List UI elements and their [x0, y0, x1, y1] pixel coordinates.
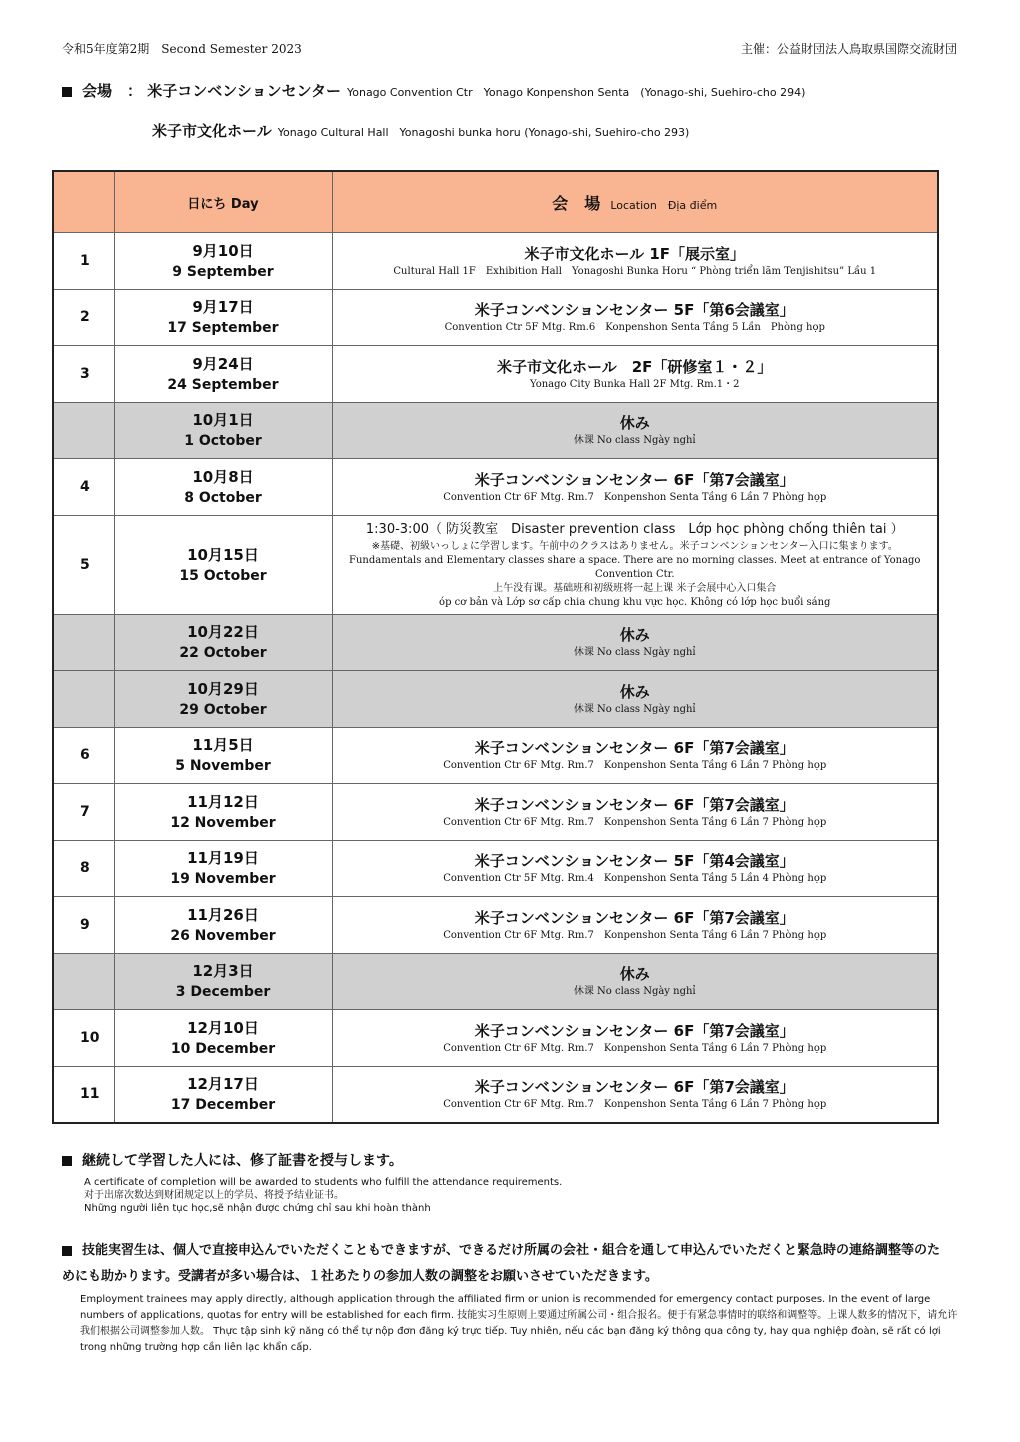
- row-number: 9: [53, 897, 114, 954]
- location-cell: [332, 289, 938, 346]
- venue-2-name: 米子市文化ホール: [152, 122, 272, 140]
- row-number: [53, 671, 114, 728]
- location-cell: [332, 1010, 938, 1067]
- row-number: 5: [53, 515, 114, 614]
- date-en: 26 November: [170, 927, 276, 944]
- venue-1-sub: Yonago Convention Ctr Yonago Konpenshon Senta (Yonago-shi, Suehiro-cho 294): [346, 86, 806, 99]
- row-number: 7: [53, 784, 114, 841]
- location-cell: [332, 346, 938, 403]
- row-number: 10: [53, 1010, 114, 1067]
- date-ja: 9月17日: [192, 298, 254, 317]
- location-ja: 米子コンベンションセンター 6F「第7会議室」: [474, 908, 795, 927]
- location-cell-special: [332, 515, 938, 614]
- location-sub: Convention Ctr 6F Mtg. Rm.7 Konpenshon Senta Tầng 6 Lần 7 Phòng họp: [443, 491, 827, 503]
- date-ja: 9月24日: [192, 354, 254, 373]
- date-cell: [114, 459, 332, 516]
- row-number: [53, 614, 114, 671]
- date-en: 22 October: [179, 645, 267, 662]
- table-row: [53, 784, 938, 841]
- location-ja: 米子コンベンションセンター 6F「第7会議室」: [474, 795, 795, 814]
- holiday-label: 休み: [619, 414, 650, 433]
- date-en: 19 November: [170, 871, 276, 888]
- trainee-body: Employment trainees may apply directly, although application through the affiliated firm or union is recommended for emergency contact purposes. In the event of large numbers of applications, quotas for entry will be established for each firm. 技能实习生原则上要通过所属公司・组合报名。便于有紧急事情时的联络和调整等。上课人数多的情况下，请允许我们根据公司调整参加人数。 Thực tập sinh kỹ năng có thể tự nộp đơn đăng ký trực tiếp. Tuy nhiên, nếu các bạn đăng ký thông qua công ty, hay qua nghiệp đoàn, sẽ rất có lợi trong những trường hợp cần liên lạc khẩn cấp.: [80, 1294, 958, 1353]
- location-ja: 米子コンベンションセンター 6F「第7会議室」: [474, 1078, 795, 1097]
- trainee-title-text: 技能実習生は、個人で直接申込んでいただくこともできますが、できるだけ所属の会社・組合を通して申込んでいただくと緊急時の連絡調整等のためにも助かります。受講者が多い場合は、１社あたりの参加人数の調整をお願いさせていただきます。: [62, 1243, 941, 1284]
- date-cell: [114, 1066, 332, 1123]
- table-row-holiday: [53, 953, 938, 1010]
- location-cell: [332, 459, 938, 516]
- header-num-cell: [53, 171, 114, 233]
- location-ja: 米子市文化ホール 1F「展示室」: [524, 244, 746, 263]
- date-cell: [114, 727, 332, 784]
- row-number: 3: [53, 346, 114, 403]
- location-cell: [332, 1066, 938, 1123]
- location-sub: Convention Ctr 6F Mtg. Rm.7 Konpenshon Senta Tầng 6 Lần 7 Phòng họp: [443, 816, 827, 828]
- location-ja: 米子コンベンションセンター 5F「第4会議室」: [474, 852, 795, 871]
- venue-label: 会場 ：: [82, 82, 143, 100]
- date-en: 5 November: [175, 758, 271, 775]
- date-cell: [114, 233, 332, 290]
- location-cell: [332, 402, 938, 459]
- certificate-note: [62, 1150, 562, 1215]
- table-row-holiday: [53, 402, 938, 459]
- special-line-5: óp cơ bản và Lớp sơ cấp chia chung khu vực học. Không có lớp học buổi sáng: [439, 596, 831, 608]
- table-row: [53, 346, 938, 403]
- venue-line-2: [152, 120, 689, 141]
- date-en: 24 September: [167, 376, 279, 393]
- row-number: 8: [53, 840, 114, 897]
- date-en: 15 October: [179, 567, 267, 584]
- location-ja: 米子市文化ホール 2F「研修室１・２」: [497, 357, 773, 376]
- date-ja: 10月29日: [187, 679, 259, 698]
- organizer-label: 主催：公益財団法人鳥取県国際交流財団: [740, 42, 957, 56]
- holiday-sub: 休课 No class Ngày nghỉ: [573, 986, 696, 998]
- location-cell: [332, 233, 938, 290]
- trainee-note: [62, 1238, 952, 1290]
- special-line-2: ※基礎、初級いっしょに学習します。午前中のクラスはありません。米子コンベンションセンター入口に集まります。: [371, 540, 898, 552]
- bullet-square-icon: [62, 1156, 72, 1166]
- date-cell: [114, 346, 332, 403]
- certificate-en: A certificate of completion will be awarded to students who fulfill the attendance requirements.: [84, 1177, 563, 1188]
- date-cell: [114, 953, 332, 1010]
- date-ja: 11月5日: [192, 736, 254, 755]
- date-cell: [114, 515, 332, 614]
- semester-label: 令和5年度第2期 Second Semester 2023: [62, 42, 302, 56]
- row-number: 4: [53, 459, 114, 516]
- holiday-sub: 休课 No class Ngày nghỉ: [573, 703, 696, 715]
- bullet-square-icon: [62, 1246, 72, 1256]
- date-cell: [114, 614, 332, 671]
- date-ja: 9月10日: [192, 241, 254, 260]
- date-ja: 10月8日: [192, 467, 254, 486]
- header-location: [332, 171, 938, 233]
- table-row-holiday: [53, 614, 938, 671]
- date-ja: 10月1日: [192, 411, 254, 430]
- date-ja: 11月26日: [187, 905, 259, 924]
- location-cell: [332, 614, 938, 671]
- special-line-4: 上午没有课。基础班和初级班将一起上课 米子会展中心入口集合: [493, 582, 777, 594]
- location-sub: Convention Ctr 6F Mtg. Rm.7 Konpenshon Senta Tầng 6 Lần 7 Phòng họp: [443, 1099, 827, 1111]
- table-row: [53, 289, 938, 346]
- date-ja: 12月3日: [192, 962, 254, 981]
- location-ja: 米子コンベンションセンター 5F「第6会議室」: [474, 301, 795, 320]
- location-cell: [332, 784, 938, 841]
- date-ja: 12月10日: [187, 1018, 259, 1037]
- location-cell: [332, 953, 938, 1010]
- location-sub: Cultural Hall 1F Exhibition Hall Yonagoshi Bunka Horu “ Phòng triển lãm Tenjishitsu” Lầu 1: [393, 265, 877, 277]
- table-row: [53, 840, 938, 897]
- date-ja: 11月19日: [187, 849, 259, 868]
- header-location-label: 会 場: [552, 193, 601, 213]
- date-en: 9 September: [172, 263, 274, 280]
- date-cell: [114, 897, 332, 954]
- row-number: 11: [53, 1066, 114, 1123]
- date-ja: 12月17日: [187, 1075, 259, 1094]
- location-cell: [332, 727, 938, 784]
- table-row-special: [53, 515, 938, 614]
- certificate-vi: Những người liên tục học,sẽ nhận được chứng chỉ sau khi hoàn thành: [84, 1203, 431, 1214]
- holiday-label: 休み: [619, 626, 650, 645]
- location-sub: Convention Ctr 6F Mtg. Rm.7 Konpenshon Senta Tầng 6 Lần 7 Phòng họp: [443, 760, 827, 772]
- date-ja: 11月12日: [187, 792, 259, 811]
- location-sub: Convention Ctr 5F Mtg. Rm.4 Konpenshon Senta Tầng 5 Lần 4 Phòng họp: [443, 873, 827, 885]
- table-row: [53, 233, 938, 290]
- row-number: 2: [53, 289, 114, 346]
- date-cell: [114, 289, 332, 346]
- location-ja: 米子コンベンションセンター 6F「第7会議室」: [474, 1021, 795, 1040]
- date-cell: [114, 671, 332, 728]
- location-sub: Convention Ctr 5F Mtg. Rm.6 Konpenshon Senta Tầng 5 Lần Phòng họp: [444, 322, 825, 334]
- date-en: 8 October: [184, 489, 262, 506]
- table-row: [53, 1066, 938, 1123]
- location-cell: [332, 671, 938, 728]
- date-cell: [114, 784, 332, 841]
- date-cell: [114, 1010, 332, 1067]
- header-day: 日にち Day: [114, 171, 332, 233]
- date-ja: 10月22日: [187, 623, 259, 642]
- special-line-1: 1:30-3:00（ 防災教室 Disaster prevention class Lớp học phòng chống thiên tai ）: [365, 521, 904, 537]
- date-en: 1 October: [184, 433, 262, 450]
- certificate-title: [62, 1150, 562, 1170]
- location-sub: Convention Ctr 6F Mtg. Rm.7 Konpenshon Senta Tầng 6 Lần 7 Phòng họp: [443, 929, 827, 941]
- location-sub: Convention Ctr 6F Mtg. Rm.7 Konpenshon Senta Tầng 6 Lần 7 Phòng họp: [443, 1042, 827, 1054]
- bullet-square-icon: [62, 87, 72, 97]
- venue-line-1: [62, 80, 805, 101]
- row-number: [53, 953, 114, 1010]
- table-row-holiday: [53, 671, 938, 728]
- date-en: 29 October: [179, 701, 267, 718]
- trainee-title: [62, 1238, 952, 1290]
- date-en: 17 September: [167, 320, 279, 337]
- holiday-label: 休み: [619, 965, 650, 984]
- holiday-label: 休み: [619, 682, 650, 701]
- row-number: 6: [53, 727, 114, 784]
- table-row: [53, 727, 938, 784]
- venue-1-name: 米子コンベンションセンター: [147, 82, 341, 100]
- row-number: 1: [53, 233, 114, 290]
- date-ja: 10月15日: [187, 545, 259, 564]
- date-en: 12 November: [170, 814, 276, 831]
- date-cell: [114, 402, 332, 459]
- holiday-sub: 休课 No class Ngày nghỉ: [573, 435, 696, 447]
- location-sub: Yonago City Bunka Hall 2F Mtg. Rm.1・2: [529, 378, 740, 390]
- location-ja: 米子コンベンションセンター 6F「第7会議室」: [474, 739, 795, 758]
- table-header: [53, 171, 938, 233]
- schedule-table: [52, 170, 939, 1124]
- header-location-sub: Location Địa điểm: [610, 198, 718, 212]
- table-row: [53, 459, 938, 516]
- location-cell: [332, 897, 938, 954]
- date-en: 3 December: [175, 984, 271, 1001]
- date-en: 10 December: [170, 1040, 276, 1057]
- location-ja: 米子コンベンションセンター 6F「第7会議室」: [474, 470, 795, 489]
- location-cell: [332, 840, 938, 897]
- date-en: 17 December: [170, 1097, 276, 1114]
- certificate-zh: 对于出席次数达到财团规定以上的学员、将授予结业证书。: [84, 1190, 344, 1201]
- row-number: [53, 402, 114, 459]
- table-row: [53, 897, 938, 954]
- certificate-title-text: 継続して学習した人には、修了証書を授与します。: [82, 1153, 403, 1169]
- holiday-sub: 休课 No class Ngày nghỉ: [573, 647, 696, 659]
- table-row: [53, 1010, 938, 1067]
- date-cell: [114, 840, 332, 897]
- venue-2-sub: Yonago Cultural Hall Yonagoshi bunka horu (Yonago-shi, Suehiro-cho 293): [277, 126, 690, 139]
- special-line-3: Fundamentals and Elementary classes share a space. There are no morning classes. Meet at entrance of Yonago Convention Ctr.: [349, 554, 921, 580]
